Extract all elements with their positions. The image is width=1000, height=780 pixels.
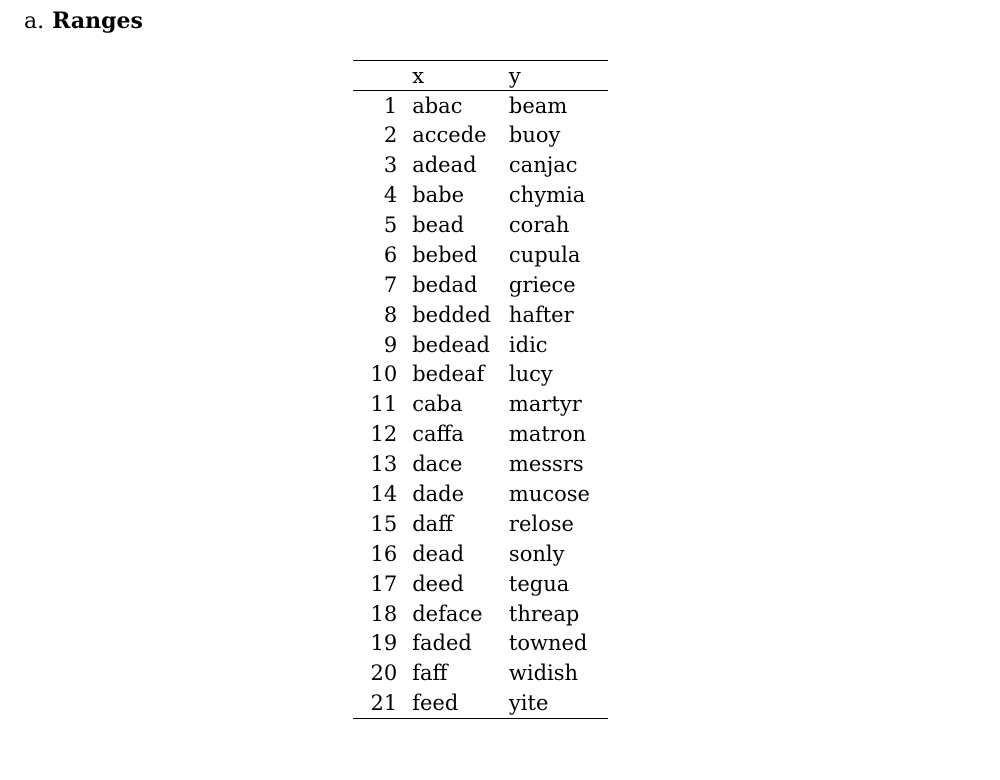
row-index-cell: 14 — [370, 482, 398, 507]
row-index-cell: 2 — [383, 123, 398, 148]
y-cell: sonly — [508, 541, 565, 566]
row-index-cell: 18 — [370, 601, 398, 626]
table-row — [353, 270, 608, 300]
x-cell: bebed — [412, 242, 478, 267]
row-index-cell: 21 — [370, 691, 398, 715]
x-cell: deed — [412, 571, 464, 596]
x-cell: babe — [412, 183, 465, 208]
table-row — [353, 539, 608, 569]
x-cell: bedeaf — [412, 362, 485, 387]
table-row — [353, 389, 608, 419]
table-row — [353, 240, 608, 270]
y-cell: yite — [508, 691, 549, 715]
y-cell: idic — [508, 332, 548, 357]
table-row — [353, 360, 608, 390]
y-cell: chymia — [508, 183, 586, 208]
ranges-table — [353, 60, 608, 719]
section-title: Ranges — [52, 8, 143, 34]
table-row — [353, 300, 608, 330]
row-index-cell: 1 — [383, 93, 398, 118]
y-cell: tegua — [508, 571, 570, 596]
table-row — [353, 330, 608, 360]
y-cell: widish — [508, 661, 579, 686]
header-row — [353, 61, 608, 91]
row-index-cell: 13 — [370, 452, 398, 477]
y-cell: relose — [508, 511, 574, 536]
table-row — [353, 629, 608, 659]
table-row — [353, 569, 608, 599]
row-index-cell: 10 — [370, 362, 398, 387]
x-cell: dead — [412, 541, 465, 566]
row-index-cell: 8 — [383, 302, 398, 327]
table-row — [353, 658, 608, 688]
x-cell: faff — [412, 661, 448, 686]
table-row — [353, 419, 608, 449]
row-index-cell: 4 — [383, 183, 398, 208]
section-number: a. — [24, 9, 45, 34]
y-cell: beam — [508, 93, 568, 118]
x-cell: adead — [412, 153, 477, 178]
y-cell: matron — [508, 422, 587, 447]
y-cell: buoy — [508, 123, 561, 148]
x-cell: caffa — [412, 422, 464, 447]
y-cell: towned — [508, 631, 588, 656]
table-body — [353, 91, 608, 719]
table-row — [353, 688, 608, 718]
table-row — [353, 91, 608, 121]
table-row — [353, 120, 608, 150]
y-cell: martyr — [508, 392, 582, 417]
table-row — [353, 509, 608, 539]
row-index-cell: 17 — [370, 571, 398, 596]
x-cell: dade — [412, 482, 465, 507]
y-cell: griece — [508, 272, 576, 297]
y-cell: messrs — [508, 452, 584, 477]
y-cell: canjac — [508, 153, 578, 178]
x-cell: bedad — [412, 272, 478, 297]
header-y: y — [508, 63, 521, 88]
row-index-cell: 7 — [383, 272, 398, 297]
y-cell: threap — [508, 601, 580, 626]
row-index-cell: 15 — [370, 511, 398, 536]
x-cell: deface — [412, 601, 483, 626]
y-cell: lucy — [508, 362, 553, 387]
section-heading — [24, 6, 143, 37]
x-cell: dace — [412, 452, 463, 477]
x-cell: caba — [412, 392, 463, 417]
row-index-cell: 3 — [383, 153, 398, 178]
x-cell: daff — [412, 511, 454, 536]
table-header — [353, 61, 608, 91]
row-index-cell: 19 — [370, 631, 398, 656]
y-cell: corah — [508, 213, 570, 237]
y-cell: mucose — [508, 482, 590, 507]
x-cell: faded — [412, 631, 472, 656]
x-cell: bedded — [412, 302, 491, 327]
table-row — [353, 479, 608, 509]
header-x: x — [412, 63, 425, 88]
x-cell: accede — [412, 123, 487, 148]
table-row — [353, 449, 608, 479]
row-index-cell: 20 — [370, 661, 398, 686]
row-index-cell: 9 — [383, 332, 398, 357]
header-index — [353, 61, 397, 91]
row-index-cell: 6 — [383, 242, 398, 267]
table-row — [353, 599, 608, 629]
x-cell: bead — [412, 213, 465, 237]
y-cell: hafter — [508, 302, 574, 327]
x-cell: abac — [412, 93, 463, 118]
row-index-cell: 11 — [370, 392, 398, 417]
x-cell: bedead — [412, 332, 490, 357]
table-row — [353, 210, 608, 240]
row-index-cell: 5 — [383, 213, 398, 237]
y-cell: cupula — [508, 242, 581, 267]
row-index-cell: 16 — [370, 541, 398, 566]
table-row — [353, 150, 608, 180]
x-cell: feed — [412, 691, 459, 715]
table-row — [353, 180, 608, 210]
row-index-cell: 12 — [370, 422, 398, 447]
